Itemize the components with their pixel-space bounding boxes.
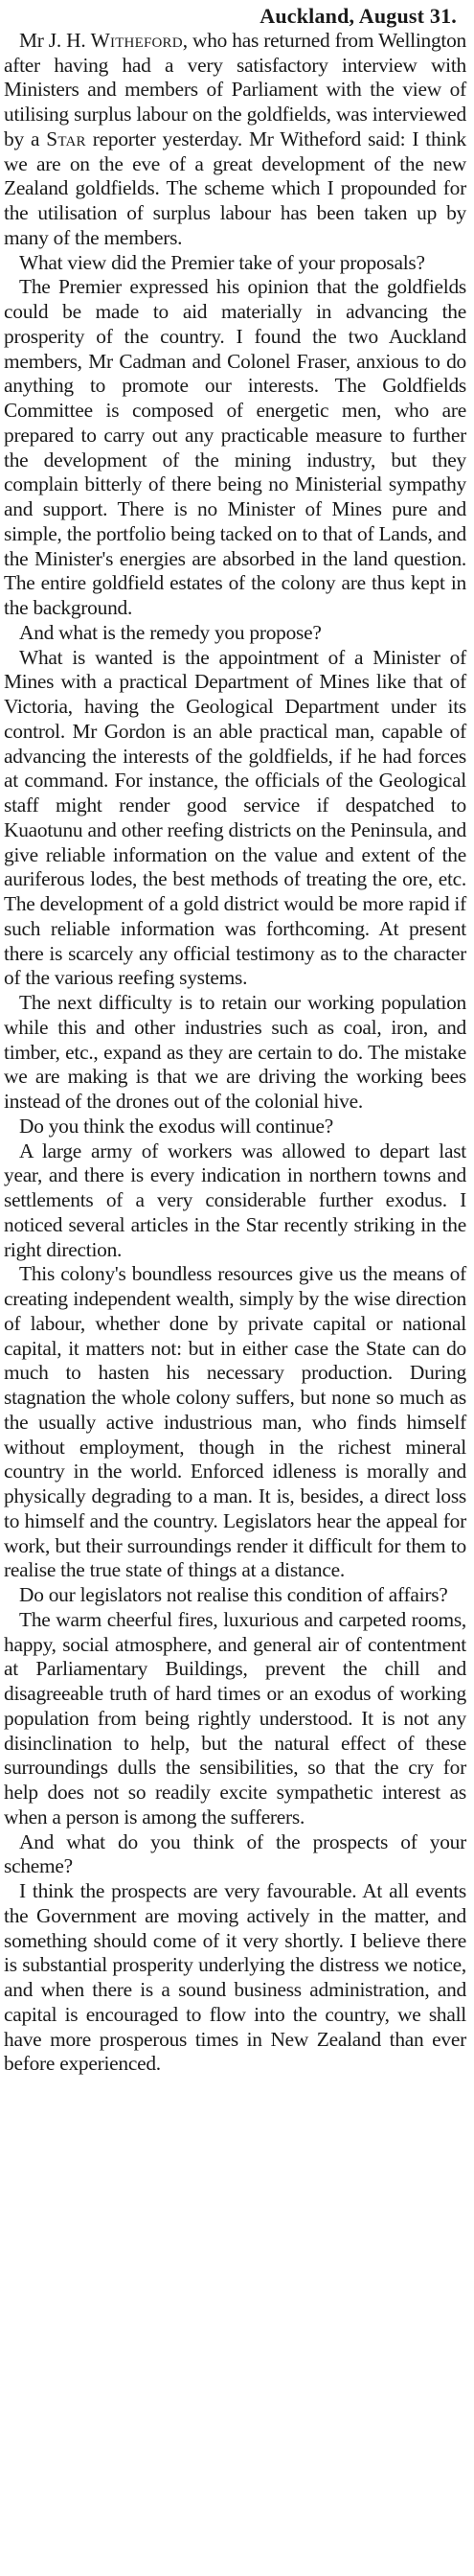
answer-resources: This colony's boundless resources give us the means of creating independent wealth, simply by the wise direction of labour, whether done by private capital or national capital, it matters not: but in either case the State can do much to hasten his necessary production. During stagnation the whole colony suffers, but none so much as the usually active industrious man, who finds himself without employment, though in the richest mineral country in the world. Enforced idleness is morally and physically degrading to a man. It is, besides, a direct loss to himself and the country. Legislators hear the appeal for work, but their surroundings render it difficult for them to realise the true state of things at a distance. (4, 1262, 466, 1582)
answer-difficulty: The next difficulty is to retain our working population while this and other industries such as coal, iron, and timber, etc., expand as they are certain to do. The mistake we are making is that we are driving the working bees instead of the drones out of the colonial hive. (4, 991, 466, 1113)
answer-remedy: What is wanted is the appointment of a Minister of Mines with a practical Department of Mines like that of Victoria, having the Geological Department under its control. Mr Gordon is an able practical man, capable of advancing the interests of the goldfields, if he had forces at command. For instance, the officials of the Geological staff might render good service if despatched to Kuaotunu and other reefing districts on the Peninsula, and give reliable information on the value and extent of the auriferous lodes, the best methods of treating the ore, etc. The development of a gold district would be more rapid if such reliable information was forthcoming. At present there is scarcely any official testimony as to the character of the various reefing systems. (4, 645, 466, 990)
interviewee-name: Witheford (90, 28, 183, 52)
lead-prefix: Mr J. H. (19, 28, 91, 52)
newspaper-name: Star (46, 126, 86, 150)
answer-legislators: The warm cheerful fires, luxurious and carpeted rooms, happy, social atmosphere, and general air of contentment at Parliamentary Buildings, prevent the chill and disagreeable truth of hard times or an exodus of working population from being rightly understood. It is not any disinclination to help, but the natural effect of these surroundings dulls the sensibilities, so that the cry for help does not so readily excite sympathetic interest as when a person is among the sufferers. (4, 1607, 466, 1828)
question-prospects: And what do you think of the prospects of your scheme? (4, 1829, 466, 1878)
answer-premier: The Premier expressed his opinion that the goldfields could be made to aid materially in advancing the prosperity of the country. I found the two Auckland members, Mr Cadman and Colonel Fraser, anxious to do anything to promote our interests. The Goldfields Committee is composed of energetic men, who are prepared to carry out any practicable measure to further the development of the mining industry, but they complain bitterly of there being no Ministerial sympathy and support. There is no Minister of Mines pure and simple, the portfolio being tacked on to that of Lands, and the Minister's energies are absorbed in the land question. The entire goldfield estates of the colony are thus kept in the background. (4, 275, 466, 619)
question-remedy: And what is the remedy you propose? (19, 620, 322, 644)
answer-prospects: I think the prospects are very favourable. At all events the Government are moving actively in the matter, and something should come of it very shortly. I believe there is substantial prosperity underlying the distress we notice, and when there is a sound business administration, and capital is encouraged to flow into the country, we shall have more prosperous times in New Zealand than ever before experienced. (4, 1879, 466, 2076)
answer-exodus: A large army of workers was allowed to depart last year, and there is every indication in northern towns and settlements of a very considerable further exodus. I noticed several articles in the Star recently striking in the right direction. (4, 1138, 466, 1261)
question-exodus: Do you think the exodus will continue? (19, 1114, 333, 1138)
lead-paragraph (4, 29, 466, 251)
lead-text-b: reporter yesterday. Mr Witheford said: I think we are on the eve of a great development of the new Zealand goldfields. The scheme which I propounded for the utilisation of surplus labour has been taken up by many of the members. (4, 126, 466, 249)
lead-text-a: , who has returned from Wellington after having had a very satisfactory interview with Ministers and members of Parliament with the view of utilising surplus labour on the goldfields, was interviewed by a (4, 28, 467, 150)
dateline: Auckland, August 31. (260, 4, 457, 28)
question-legislators: Do our legislators not realise this condition of affairs? (19, 1583, 448, 1606)
question-premier: What view did the Premier take of your proposals? (19, 250, 425, 274)
